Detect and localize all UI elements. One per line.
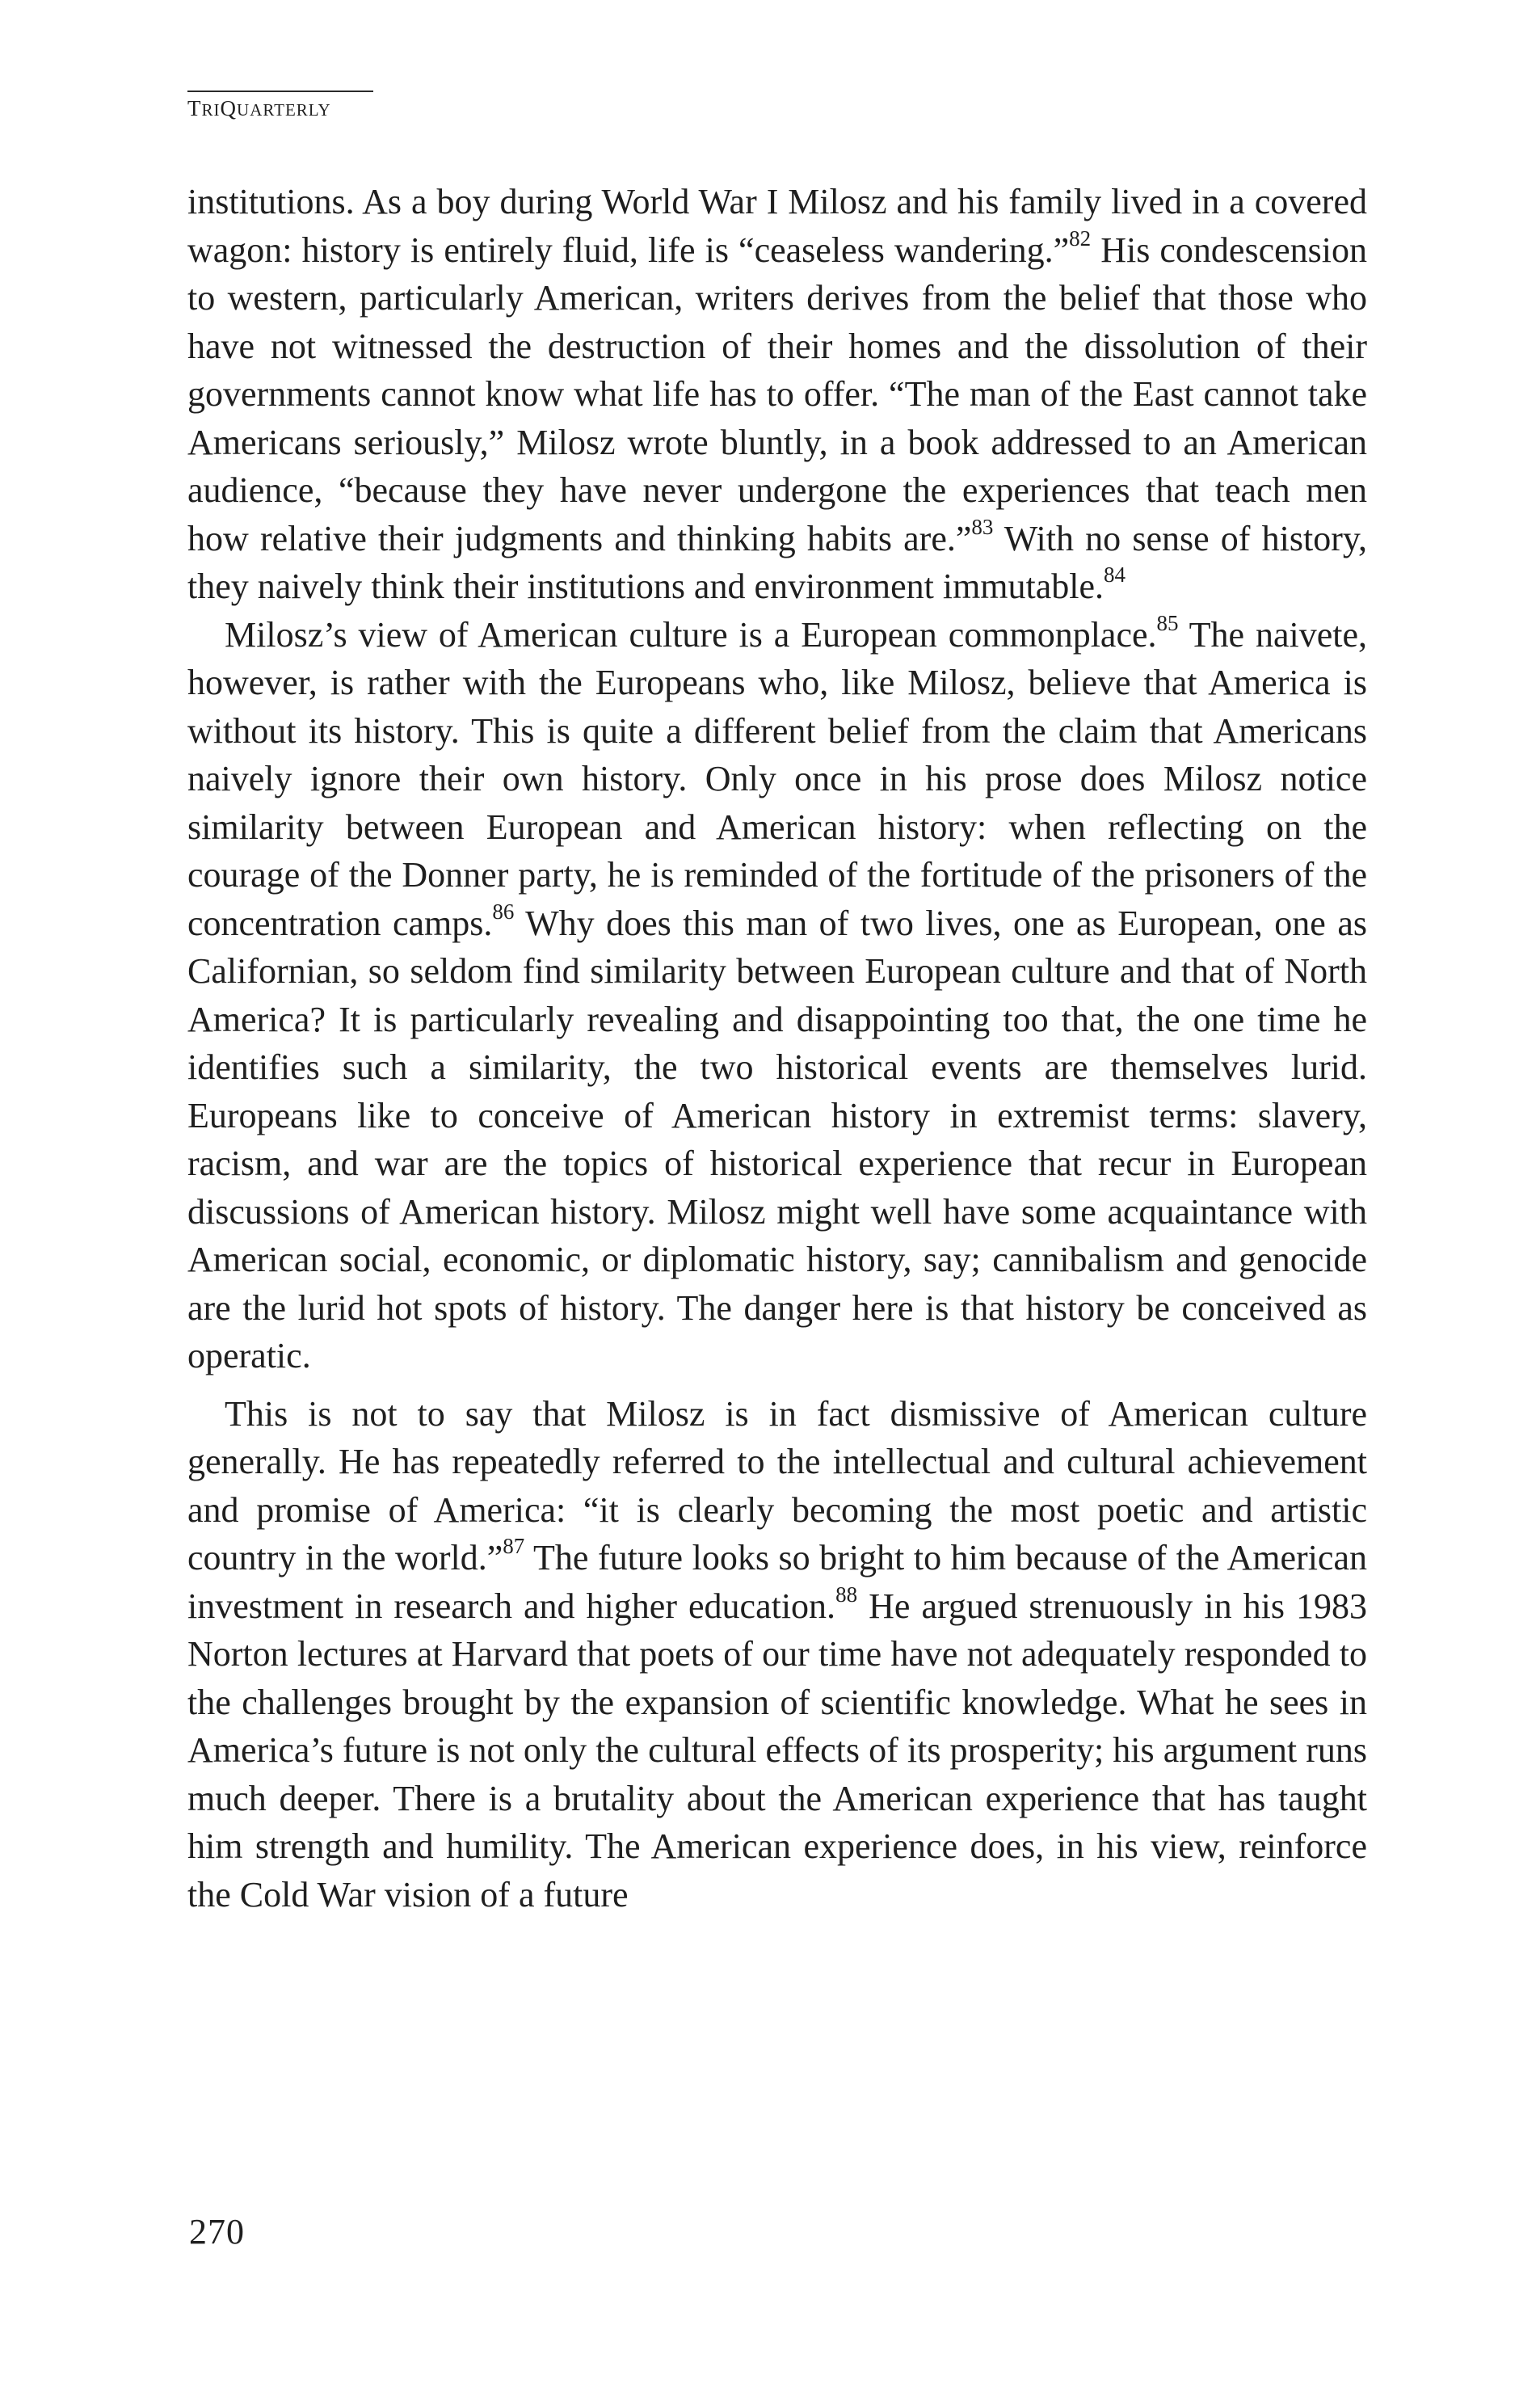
text-run: His condescension to western, particularly American, writers derives from the belief that those who have not witnessed the destruction of their homes and the dissolution of their governments cannot know what life has to offer. “The man of the East cannot take Americans seriously,” Milosz wrote bluntly, in a book addressed to an American audience, “because they have never undergone the experiences that teach men how relative their judgments and thinking habits are.” [187, 230, 1367, 558]
text-run: The future looks so bright to him because of the American investment in research and higher education. [187, 1538, 1367, 1626]
footnote-marker: 88 [835, 1582, 858, 1607]
body-text [187, 178, 1367, 1919]
text-run: With no sense of history, they naively think their institutions and environment immutable. [187, 518, 1367, 606]
text-run: Milosz’s view of American culture is a European commonplace. [225, 614, 1157, 655]
running-head [187, 91, 373, 121]
footnote-marker: 83 [971, 514, 994, 539]
text-run: Why does this man of two lives, one as European, one as Californian, so seldom find similarity between European culture and that of North America? It is particularly revealing and disappointing too that, the one time he identifies such a similarity, the two historical events are themselves lurid. Europeans like to conceive of American history in extremist terms: slavery, racism, and war are the topics of historical experience that recur in European discussions of American history. Milosz might well have some acquaintance with American social, economic, or diplomatic history, say; cannibalism and genocide are the lurid hot spots of history. The danger here is that history be conceived as operatic. [187, 903, 1367, 1375]
paragraph-2 [187, 611, 1367, 1380]
footnote-marker: 85 [1156, 610, 1179, 635]
paragraph-1 [187, 178, 1367, 611]
paragraph-3 [187, 1390, 1367, 1919]
text-run: This is not to say that Milosz is in fact dismissive of American culture generally. He has repeatedly referred to the intellectual and cultural achievement and promise of America: “it is clearly becoming the most poetic and artistic country in the world.” [187, 1393, 1367, 1577]
text-run: The naivete, however, is rather with the Europeans who, like Milosz, believe that America is without its history. This is quite a different belief from the claim that Americans naively ignore their own history. Only once in his prose does Milosz notice similarity between European and American history: when reflecting on the courage of the Donner party, he is reminded of the fortitude of the prisoners of the concentration camps. [187, 614, 1367, 943]
footnote-marker: 86 [492, 899, 515, 924]
running-head-title: TRIQUARTERLY [187, 96, 331, 120]
footnote-marker: 84 [1104, 562, 1126, 587]
text-run: institutions. As a boy during World War I Milosz and his family lived in a covered wagon: history is entirely fluid, life is “ceaseless wandering.” [187, 182, 1367, 270]
page-number: 270 [189, 2212, 245, 2251]
text-run: He argued strenuously in his 1983 Norton lectures at Harvard that poets of our time have not adequately responded to the challenges brought by the expansion of scientific knowledge. What he sees in America’s future is not only the cultural effects of its prosperity; his argument runs much deeper. There is a brutality about the American experience that has taught him strength and humility. The American experience does, in his view, reinforce the Cold War vision of a future [187, 1586, 1368, 1914]
footnote-marker: 87 [503, 1533, 525, 1558]
footnote-marker: 82 [1069, 225, 1092, 251]
